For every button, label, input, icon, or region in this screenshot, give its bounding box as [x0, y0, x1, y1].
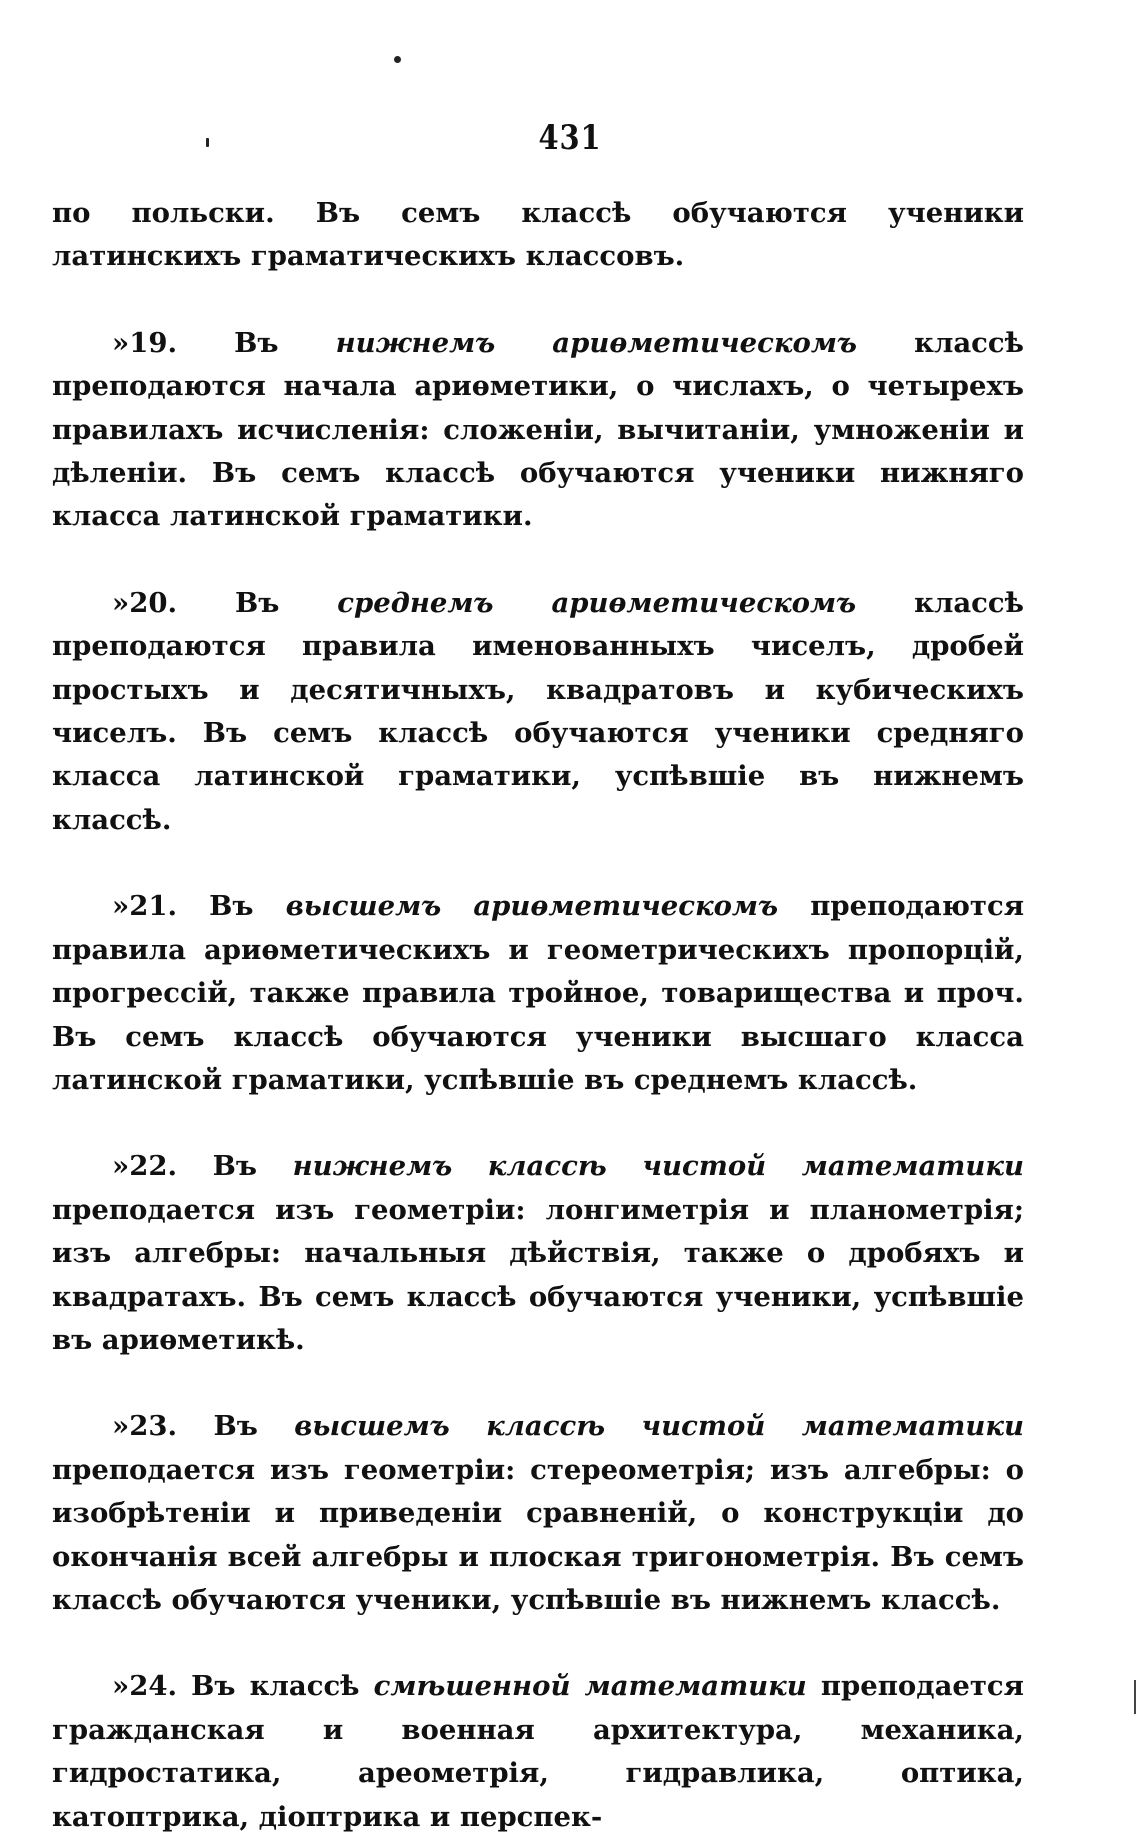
paragraph-lead: Въ: [177, 586, 338, 619]
paragraph-text: классѣ преподаются правила именованныхъ чиселъ, дробей простыхъ и десятичныхъ, квадратовъ и кубическихъ чиселъ. Въ семъ классѣ обучаются ученики средняго класса латинской граматики, успѣвшіе въ нижнемъ классѣ.: [52, 586, 1024, 836]
paragraph-22: [52, 1145, 1024, 1362]
paragraph-24: [52, 1665, 1024, 1839]
body-text: [52, 192, 1024, 1839]
print-speck: [394, 56, 401, 63]
paragraph-lead: Въ классѣ: [177, 1670, 374, 1703]
paragraph-text: преподается гражданская и военная архитектура, механика, гидростатика, ареометрія, гидравлика, оптика, катоптрика, діоптрика и перспек-: [52, 1670, 1024, 1833]
paragraph-text: по польски. Въ семъ классѣ обучаются ученики латинскихъ граматическихъ классовъ.: [52, 197, 1024, 273]
paragraph-number: »24.: [112, 1670, 178, 1703]
paragraph-emphasis: нижнемъ классѣ чистой математики: [292, 1150, 1024, 1183]
paragraph-number: »22.: [112, 1150, 178, 1183]
paragraph-20: [52, 582, 1024, 842]
scan-margin-mark: [1134, 1680, 1136, 1714]
paragraph-text: преподаются правила ариѳметическихъ и геометрическихъ пропорцій, прогрессій, также правила тройное, товарищества и проч. Въ семъ классѣ обучаются ученики высшаго класса латинской граматики, успѣвшіе въ среднемъ классѣ.: [52, 890, 1025, 1096]
paragraph-lead: Въ: [177, 1410, 295, 1443]
paragraph-text: преподается изъ геометріи: стереометрія; изъ алгебры: о изобрѣтеніи и приведеніи сравненій, о конструкціи до окончанія всей алгебры и плоская тригонометрія. Въ семъ классѣ обучаются ученики, успѣвшіе въ нижнемъ классѣ.: [52, 1453, 1024, 1616]
paragraph-19: [52, 322, 1024, 539]
paragraph-lead: Въ: [177, 1150, 293, 1183]
paragraph-number: »21.: [112, 890, 178, 923]
paragraph-23: [52, 1405, 1024, 1622]
paragraph-number: »20.: [112, 586, 178, 619]
paragraph-emphasis: высшемъ классѣ чистой математики: [294, 1410, 1024, 1443]
paragraph-lead: Въ: [177, 326, 336, 359]
paragraph-emphasis: высшемъ ариѳметическомъ: [285, 890, 779, 923]
paragraph-text: преподается изъ геометріи: лонгиметрія и планометрія; изъ алгебры: начальныя дѣйствія, также о дробяхъ и квадратахъ. Въ семъ классѣ обучаются ученики, успѣвшіе въ ариѳметикѣ.: [52, 1193, 1024, 1356]
page-number: 431: [538, 118, 602, 158]
paragraph-emphasis: смѣшенной математики: [373, 1670, 807, 1703]
paragraph-emphasis: среднемъ ариѳметическомъ: [337, 586, 857, 619]
paragraph-emphasis: нижнемъ ариѳметическомъ: [335, 326, 858, 359]
paragraph-number: »19.: [112, 326, 178, 359]
paragraph-21: [52, 885, 1024, 1102]
paragraph-number: »23.: [112, 1410, 178, 1443]
paragraph-continuation: [52, 192, 1024, 279]
paragraph-lead: Въ: [177, 890, 286, 923]
paragraph-text: классѣ преподаются начала ариѳметики, о числахъ, о четырехъ правилахъ исчисленія: сложеніи, вычитаніи, умноженіи и дѣленіи. Въ семъ классѣ обучаются ученики нижняго класса латинской граматики.: [52, 326, 1025, 533]
